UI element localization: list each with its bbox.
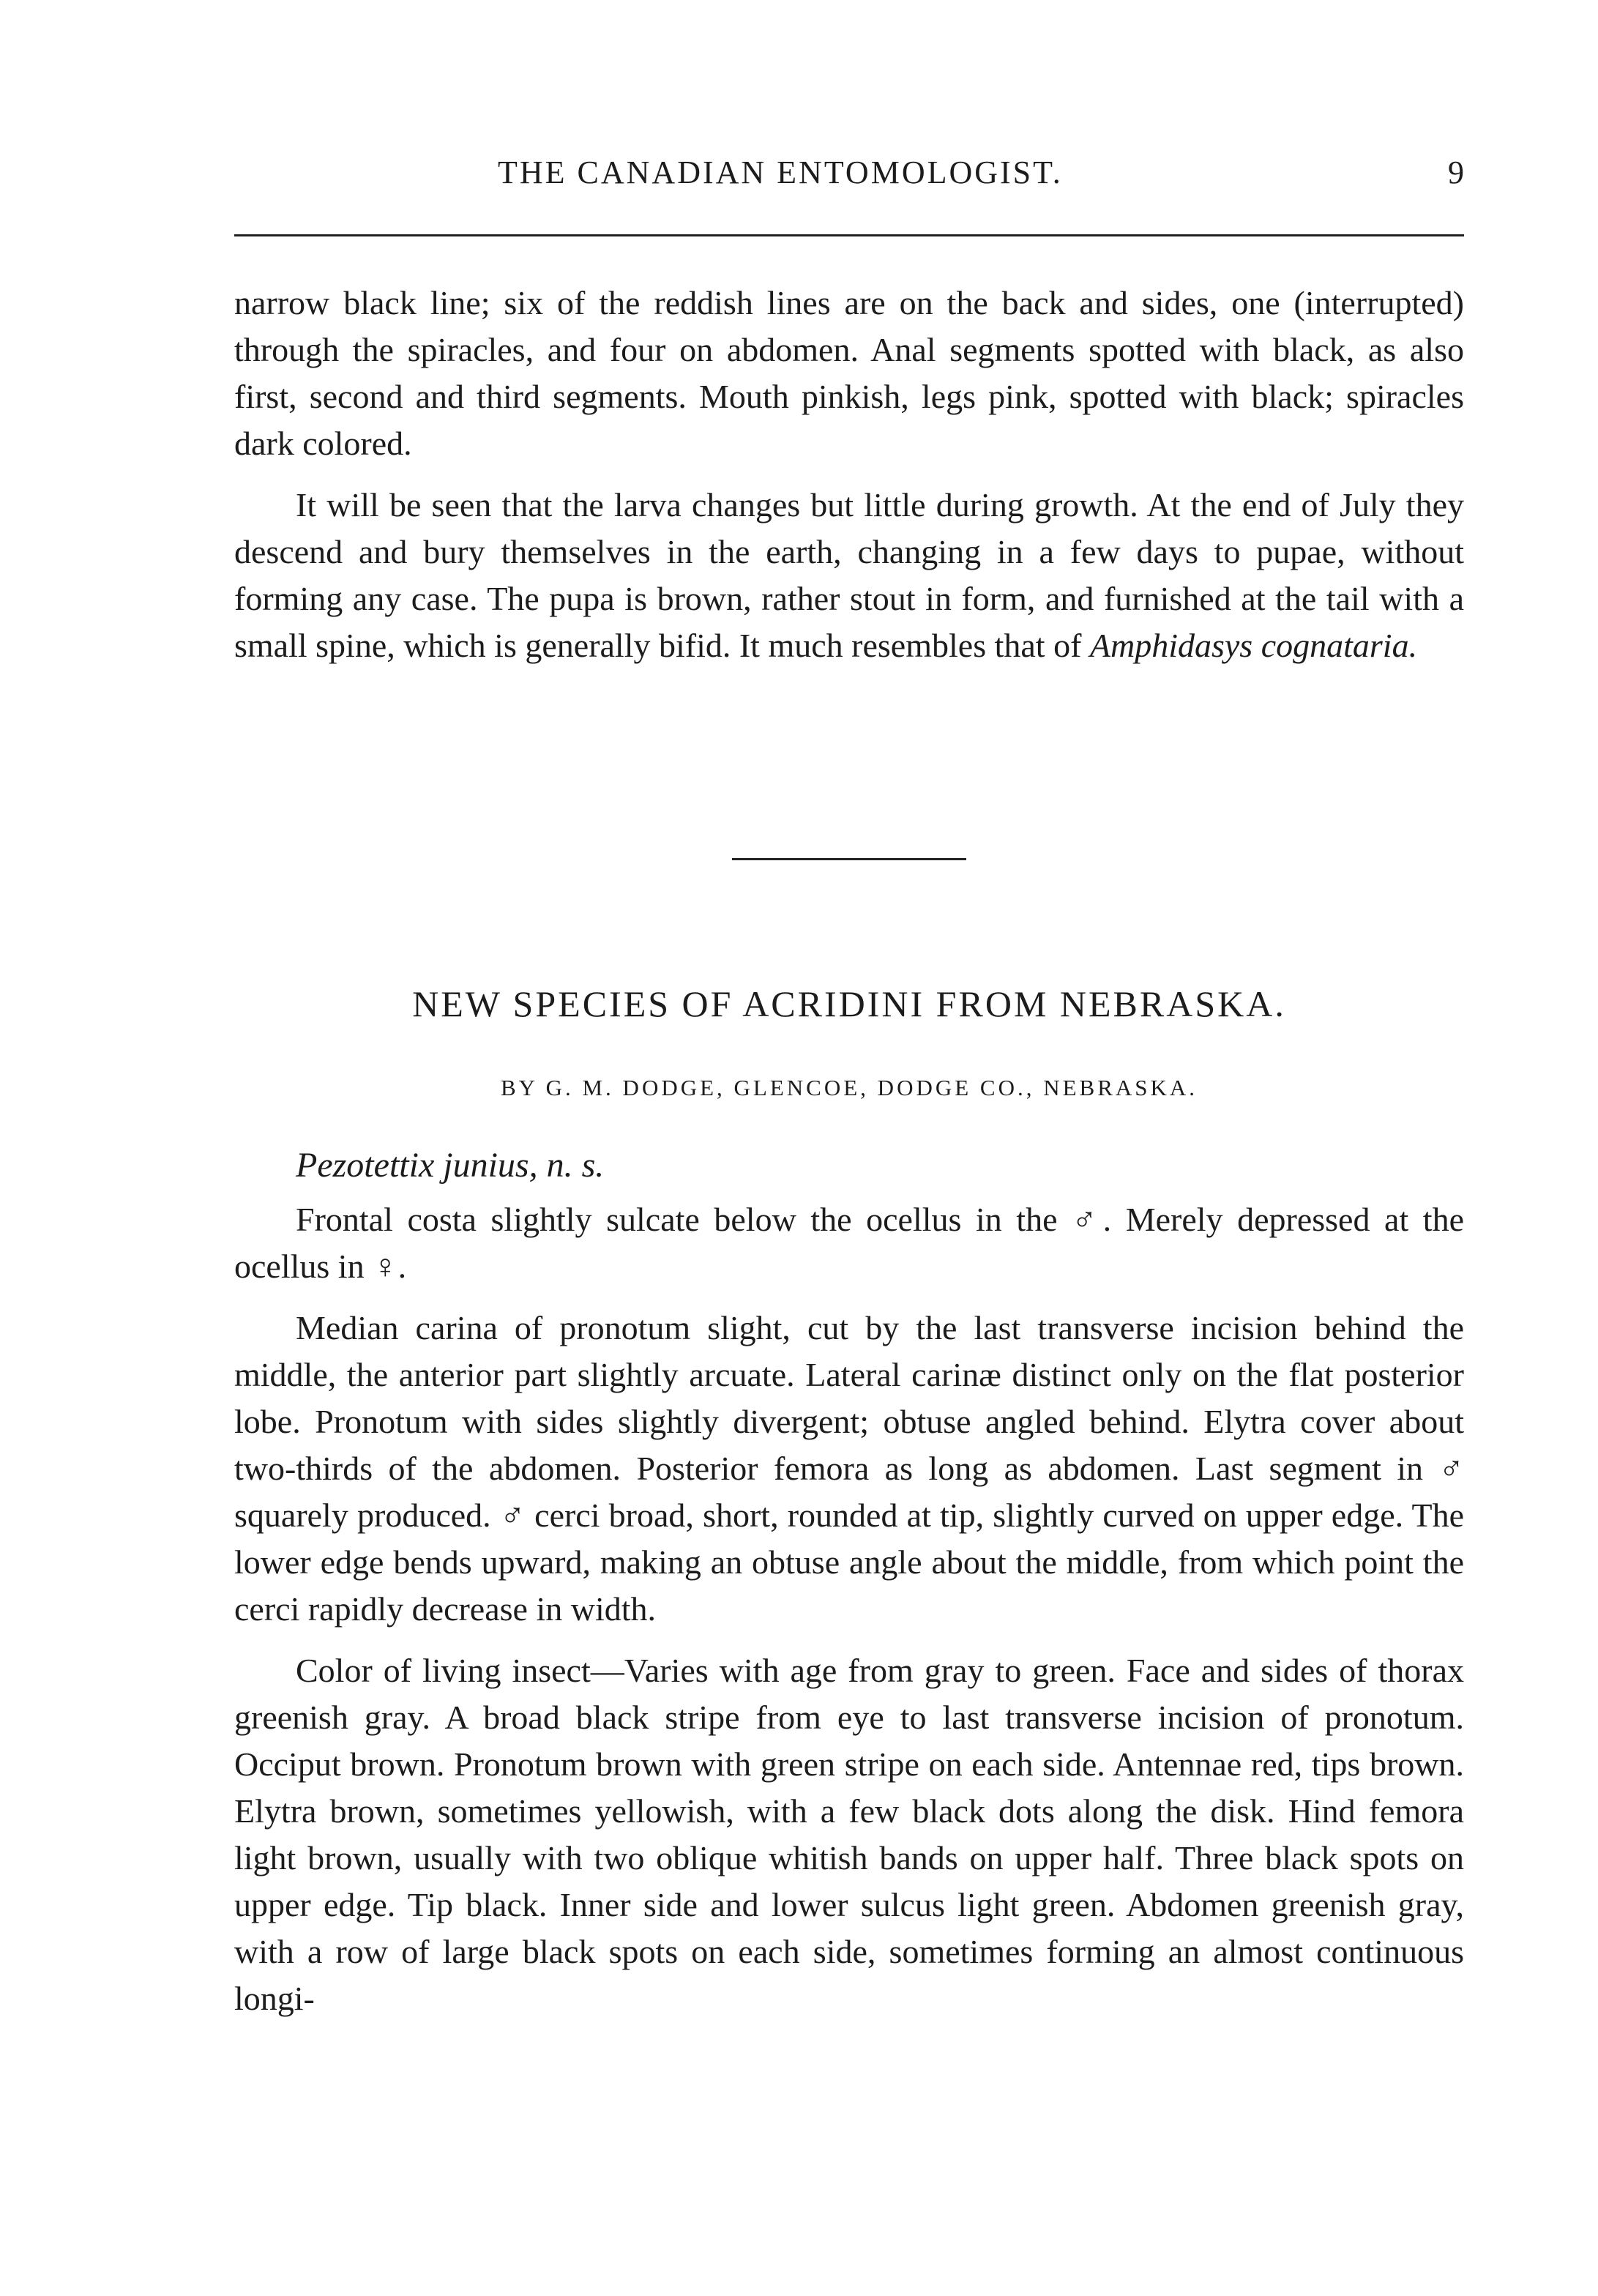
previous-article-paragraph-2 <box>234 482 1464 669</box>
species-name-amphidasys: Amphidasys cognataria. <box>1089 627 1418 664</box>
section-divider <box>732 858 966 860</box>
species-heading: Pezotettix junius, n. s. <box>296 1146 605 1185</box>
article-paragraph-color: Color of living insect—Varies with age from gray to green. Face and sides of thorax greenish gray. A broad black stripe from eye to last transverse incision of pronotum. Occiput brown. Pronotum brown with green stripe on each side. Antennae red, tips brown. Elytra brown, sometimes yellowish, with a few black dots along the disk. Hind femora light brown, usually with two oblique whitish bands on upper half. Three black spots on upper edge. Tip black. Inner side and lower sulcus light green. Abdomen greenish gray, with a row of large black spots on each side, sometimes forming an almost continuous longi- <box>234 1652 1464 2017</box>
article-paragraph-median-carina: Median carina of pronotum slight, cut by the last transverse incision behind the middle, the anterior part slightly arcuate. Lateral carinæ distinct only on the flat posterior lobe. Pronotum with sides slightly divergent; obtuse angled behind. Elytra cover about two-thirds of the abdomen. Posterior femora as long as abdomen. Last segment in ♂ squarely produced. ♂ cerci broad, short, rounded at tip, slightly curved on upper edge. The lower edge bends upward, making an obtuse angle about the middle, from which point the cerci rapidly decrease in width. <box>234 1309 1464 1628</box>
page-number: 9 <box>1448 154 1464 190</box>
article-title: NEW SPECIES OF ACRIDINI FROM NEBRASKA. <box>412 983 1286 1024</box>
journal-title: THE CANADIAN ENTOMOLOGIST. <box>498 154 1063 190</box>
header-rule <box>234 234 1464 236</box>
article-paragraph-frontal-costa: Frontal costa slightly sulcate below the ocellus in the ♂. Merely depressed at the ocellus in ♀. <box>234 1201 1464 1285</box>
article-byline: BY G. M. DODGE, GLENCOE, DODGE CO., NEBRASKA. <box>500 1075 1198 1100</box>
article-body <box>234 1196 1464 2022</box>
previous-article-text <box>234 280 1464 669</box>
previous-article-paragraph-2-text: It will be seen that the larva changes but little during growth. At the end of July they descend and bury themselves in the earth, changing in a few days to pupae, without forming any case. The pupa is brown, rather stout in form, and furnished at the tail with a small spine, which is generally bifid. It much resembles that of <box>234 486 1464 664</box>
previous-article-paragraph-1: narrow black line; six of the reddish lines are on the back and sides, one (interrupted) through the spiracles, and four on abdomen. Anal segments spotted with black, as also first, second and third segments. Mouth pinkish, legs pink, spotted with black; spiracles dark colored. <box>234 284 1464 462</box>
running-head <box>234 154 1464 198</box>
